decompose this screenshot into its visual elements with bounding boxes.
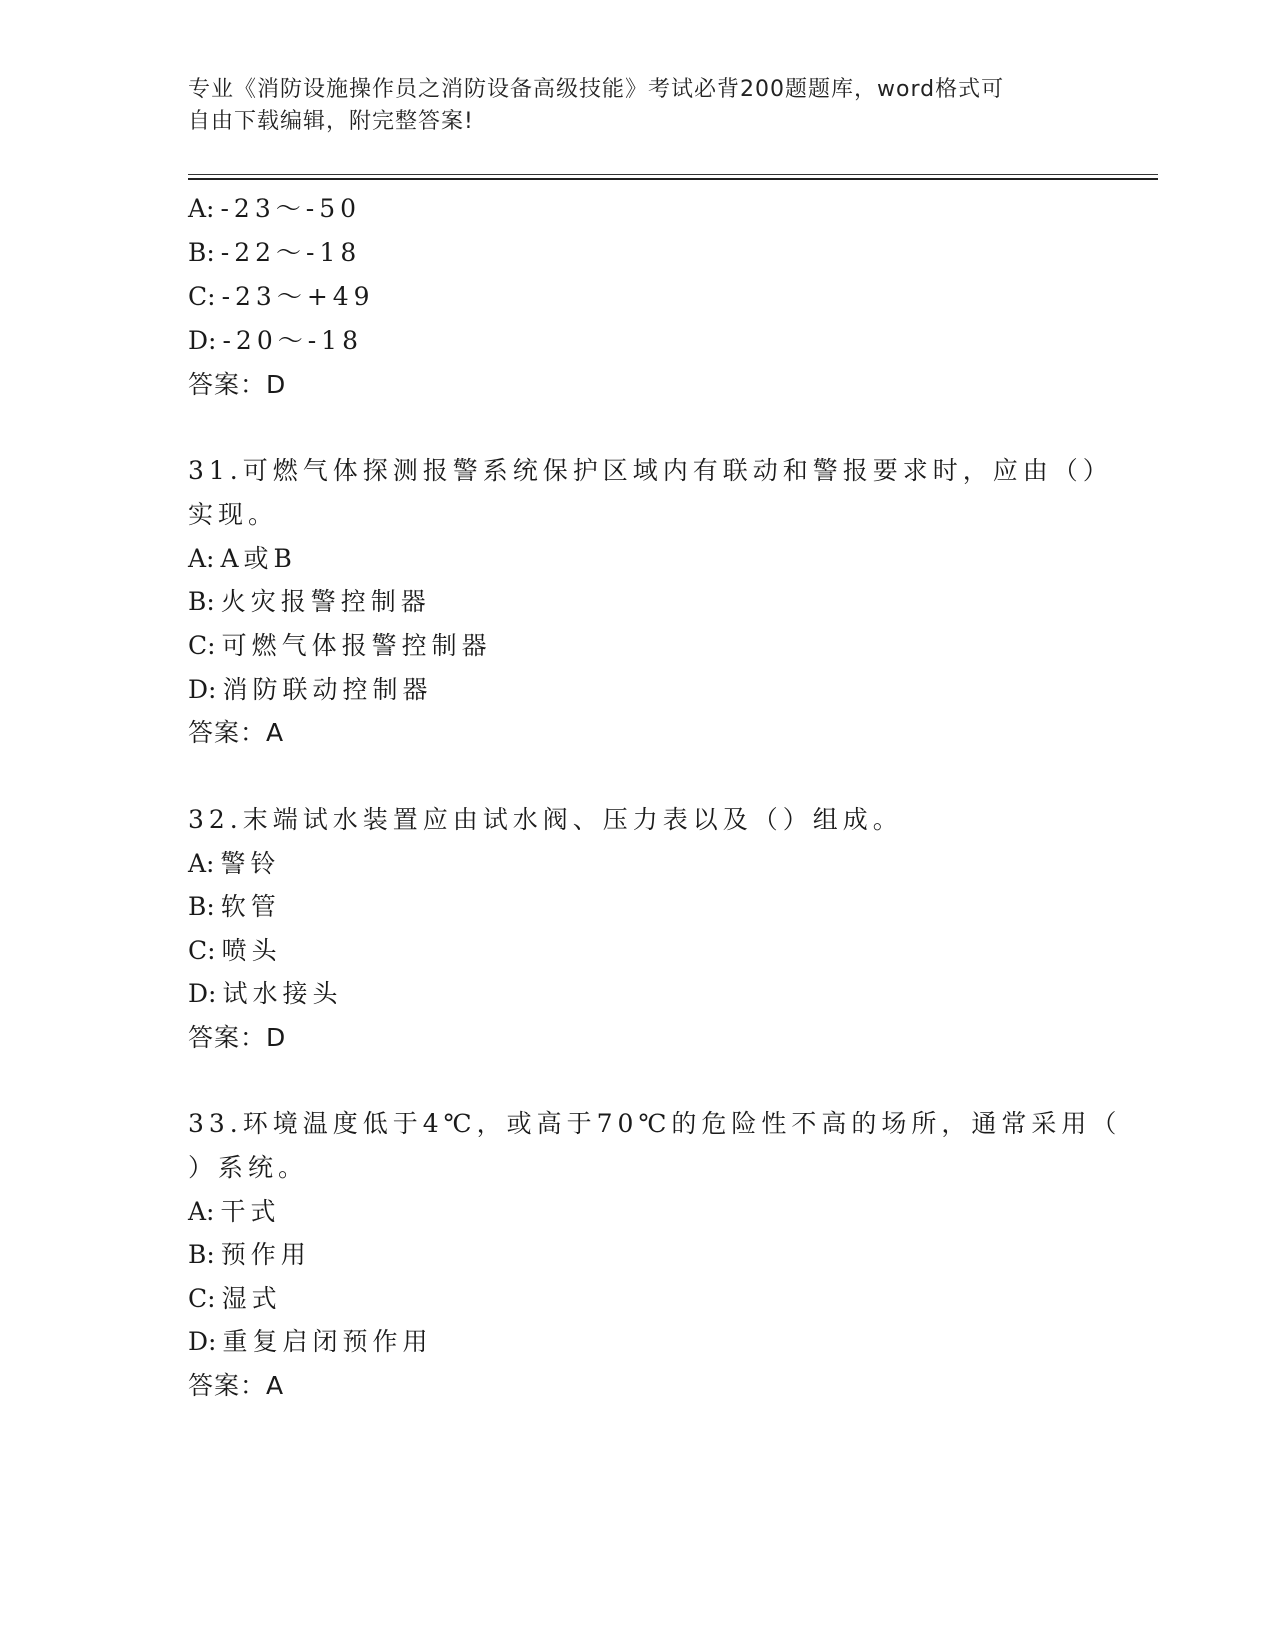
q30-option-b: B: -22～-18 bbox=[188, 238, 362, 267]
q31-answer: 答案：A bbox=[188, 718, 285, 747]
q31-option-d: D: 消防联动控制器 bbox=[188, 675, 433, 704]
header-rule-top bbox=[188, 174, 1158, 175]
header-rule-bottom bbox=[188, 178, 1158, 180]
q31-option-c: C: 可燃气体报警控制器 bbox=[188, 631, 492, 660]
q33-option-a: A: 干式 bbox=[188, 1197, 281, 1226]
q33-text-line-2: ）系统。 bbox=[188, 1153, 309, 1182]
q32-text-line-1: 32.末端试水装置应由试水阀、压力表以及（）组成。 bbox=[188, 805, 903, 834]
q32-option-b: B: 软管 bbox=[188, 892, 281, 921]
q30-option-c: C: -23～+49 bbox=[188, 282, 375, 311]
q31-text-line-1: 31.可燃气体探测报警系统保护区域内有联动和警报要求时，应由（） bbox=[188, 456, 1113, 485]
q33-option-c: C: 湿式 bbox=[188, 1284, 282, 1313]
q31-option-a: A: A或B bbox=[188, 544, 297, 573]
q33-text-line-1: 33.环境温度低于4℃，或高于70℃的危险性不高的场所，通常采用（ bbox=[188, 1109, 1122, 1138]
q32-answer: 答案：D bbox=[188, 1023, 287, 1052]
q32-option-c: C: 喷头 bbox=[188, 936, 282, 965]
q30-option-a: A: -23～-50 bbox=[188, 194, 362, 223]
document-header bbox=[188, 74, 1068, 138]
q33-option-b: B: 预作用 bbox=[188, 1240, 311, 1269]
q30-option-d: D: -20～-18 bbox=[188, 326, 363, 355]
q32-option-d: D: 试水接头 bbox=[188, 979, 343, 1008]
header-line-2: 自由下载编辑，附完整答案! bbox=[188, 109, 474, 134]
q30-answer: 答案：D bbox=[188, 370, 287, 399]
q33-option-d: D: 重复启闭预作用 bbox=[188, 1327, 433, 1356]
header-line-1: 专业《消防设施操作员之消防设备高级技能》考试必背200题题库，word格式可 bbox=[188, 77, 1005, 102]
q31-option-b: B: 火灾报警控制器 bbox=[188, 587, 431, 616]
q32-option-a: A: 警铃 bbox=[188, 849, 281, 878]
q33-answer: 答案：A bbox=[188, 1371, 285, 1400]
q31-text-line-2: 实现。 bbox=[188, 500, 279, 529]
